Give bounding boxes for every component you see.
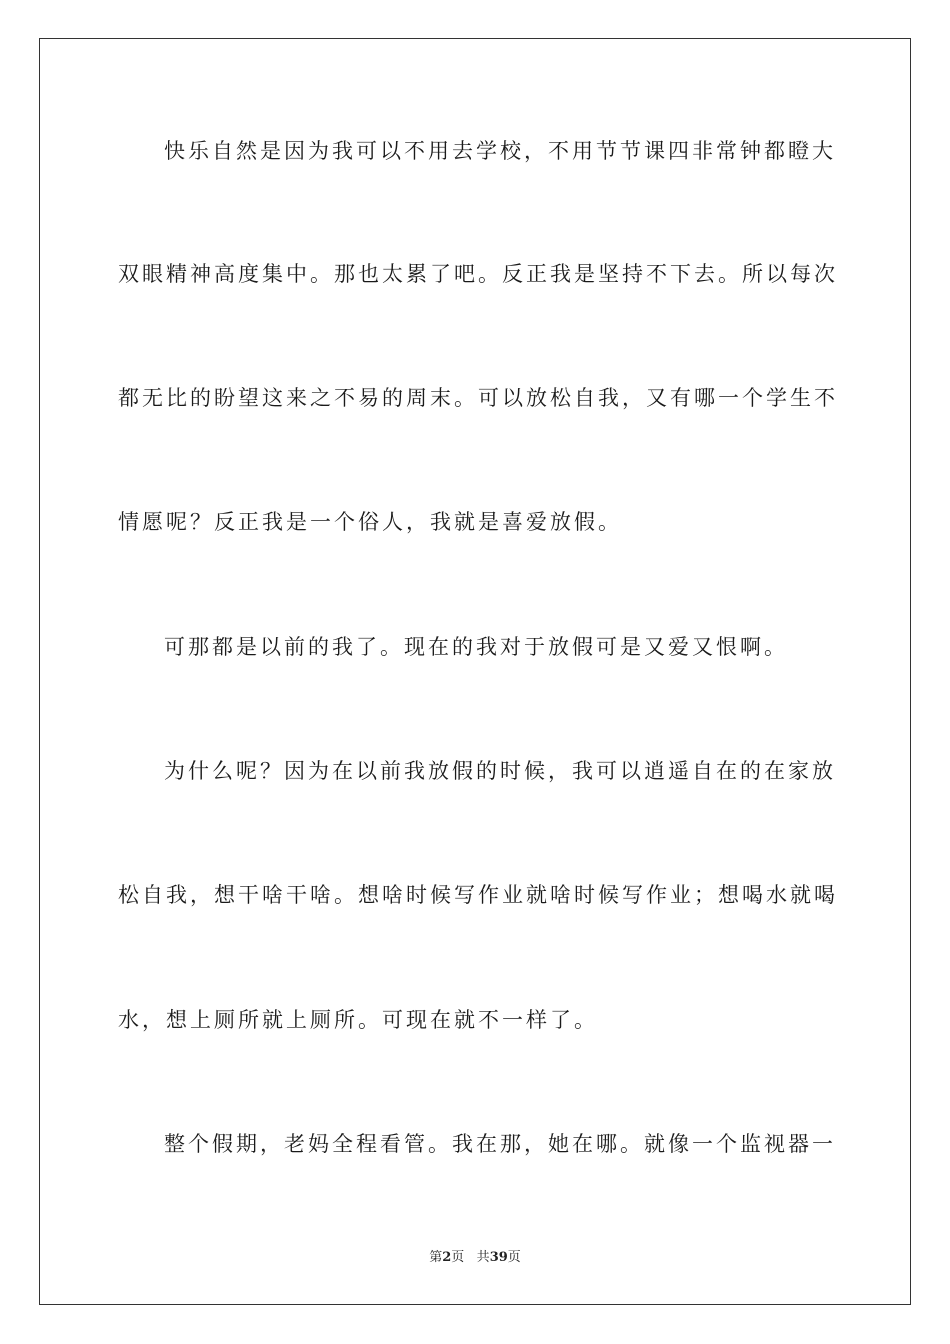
- text-line: 松自我，想干啥干啥。想啥时候写作业就啥时候写作业；想喝水就喝: [118, 883, 838, 907]
- text-line: 为什么呢？因为在以前我放假的时候，我可以逍遥自在的在家放: [164, 759, 836, 783]
- text-line: 快乐自然是因为我可以不用去学校，不用节节课四非常钟都瞪大: [164, 139, 836, 163]
- footer-prefix: 第: [429, 1250, 443, 1265]
- page-border: [39, 38, 911, 1305]
- footer-page-suffix: 页: [451, 1250, 465, 1265]
- text-line: 整个假期，老妈全程看管。我在那，她在哪。就像一个监视器一: [164, 1132, 836, 1156]
- text-line: 都无比的盼望这来之不易的周末。可以放松自我，又有哪一个学生不: [118, 386, 838, 410]
- footer-total-prefix: 共: [476, 1250, 490, 1265]
- page-footer: [0, 1246, 950, 1265]
- text-line: 可那都是以前的我了。现在的我对于放假可是又爱又恨啊。: [164, 635, 788, 659]
- footer-total-suffix: 页: [507, 1250, 521, 1265]
- text-line: 双眼精神高度集中。那也太累了吧。反正我是坚持不下去。所以每次: [118, 262, 838, 286]
- total-pages: 39: [489, 1250, 508, 1265]
- page-number: 2: [442, 1250, 452, 1265]
- text-line: 情愿呢？反正我是一个俗人，我就是喜爱放假。: [118, 510, 622, 534]
- text-line: 水，想上厕所就上厕所。可现在就不一样了。: [118, 1008, 598, 1032]
